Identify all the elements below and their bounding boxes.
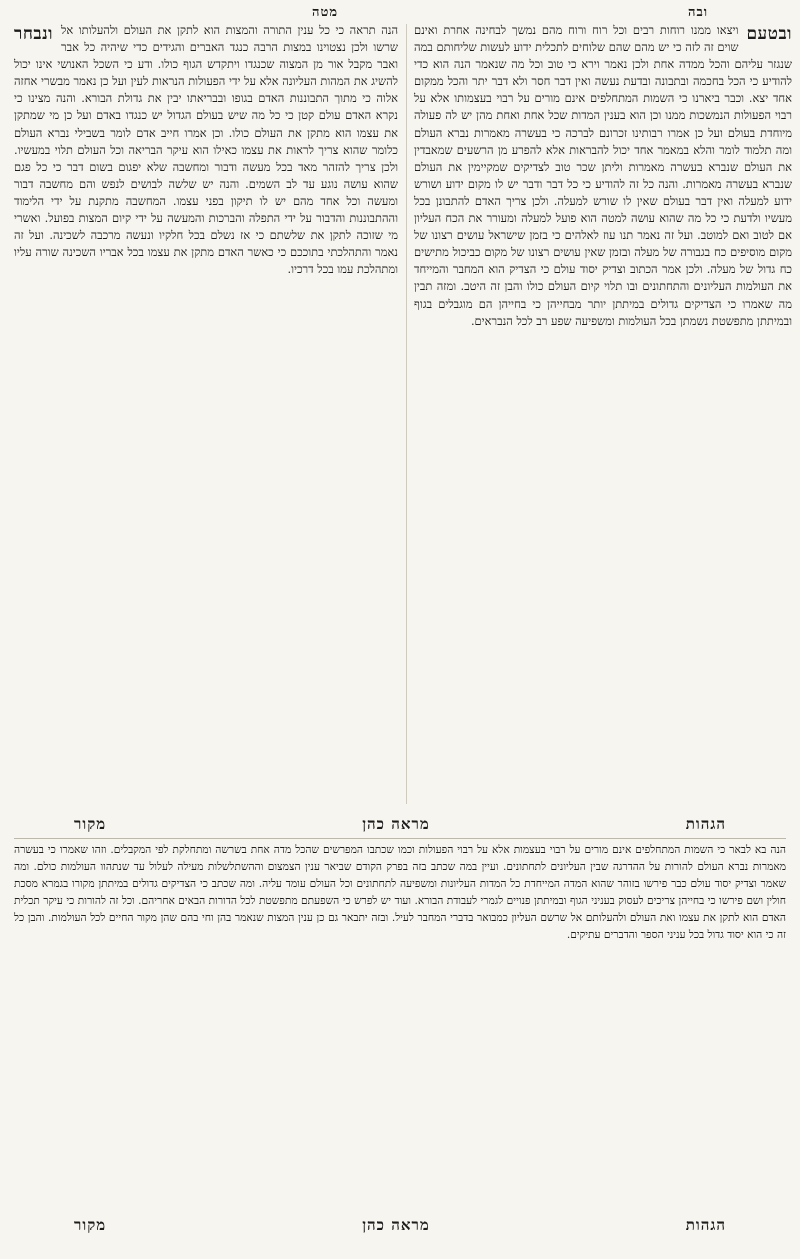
left-column-text: הנה תראה כי כל ענין התורה והמצות הוא לתקן את העולם ולהעלותו אל שרשו ולכן נצטוינו במצות הרבה כנגד האברים והגידים כדי שיהיה כל אבר ואבר מקבל אור מן המצוה שכנגדו ויתקדש הגוף כולו. ודע כי השכל האנושי אינו יכול להשיג את המהות העליונה אלא על ידי הפעולות הנראות לעין ועל כן נאמר מבשרי אחזה אלוה כי מתוך התבוננות האדם בגופו ובבריאתו יבין את גדולת הבורא. והנה מצינו כי נקרא האדם עולם קטן כי כל מה שיש בעולם הגדול יש כנגדו באדם ועל כן מי שמתקן את עצמו הוא מתקן את העולם כולו. וכן אמרו חייב אדם לומר בשבילי נברא העולם כלומר שהוא צריך לראות את עצמו כאילו הוא עיקר הבריאה וכל העולם תלוי במעשיו. ולכן צריך להזהר מאד בכל מעשה ודבור ומחשבה שלא יפגום בשום דבר כי כל פגם שהוא עושה נוגע עד לב השמים. והנה יש שלשה לבושים לנפש והם מחשבה דבור ומעשה וכל אחד מהם יש לו תיקון בפני עצמו. המחשבה מתקנת על ידי הלימוד וההתבוננות והדבור על ידי התפלה והברכות והמעשה על ידי קיום המצות בפועל. ואשרי מי שזוכה לתקן את שלשתם כי אז נשלם בכל חלקיו ונעשה מרכבה לשכינה. ועל זה נאמר והתהלכתי בתוככם כי כאשר האדם מתקן את עצמו בכל אבריו השכינה שורה עליו ומתהלכת עמו בכל דרכיו. [14,23,398,277]
right-column-text: ויצאו ממנו רוחות רבים וכל רוח ורוח מהם נמשך לבחינה אחרת ואינם שוים זה לזה כי יש מהם שהם שלוחים לתכלית ידוע לעשות שליחותם במה שנגזר עליהם והכל ממדה אחת ולכן נאמר וירא כי טוב וכל מה שנאמר הנה הוא כדי להודיע כי הכל בחכמה ובתבונה ובדעת נעשה ואין דבר חסר ולא דבר יתר והכל ממקום אחד יצא. וכבר ביארנו כי השמות המתחלפים אינם מורים על רבוי בעצמותו אלא על רבוי הפעולות הנמשכות ממנו וכן הוא בענין המדות שכל אחת ואחת מהן יש לה פעולה מיוחדת בעולם ועל כן אמרו רבותינו זכרונם לברכה כי בעשרה מאמרות נברא העולם ומה תלמוד לומר והלא במאמר אחד יכול להבראות אלא להפרע מן הרשעים שמאבדין את העולם שנברא בעשרה מאמרות וליתן שכר טוב לצדיקים שמקיימין את העולם שנברא בעשרה מאמרות. והנה כל זה להודיע כי כל דבר ודבר יש לו מקום ידוע ושורש ידוע למעלה ואין דבר בעולם שאין לו שורש למעלה. ולכן צריך האדם להתבונן בכל מעשיו ולדעת כי כל מה שהוא עושה למטה הוא פועל למעלה ומעורר את הכח העליון אם לטוב ואם למוטב. ועל זה נאמר תנו עוז לאלהים כי בזמן שישראל עושים רצונו של מקום מוסיפים כח בגבורה של מעלה ובזמן שאין עושים רצונו של מקום כביכול מתישים כח גדול של מעלה. ולכן אמר הכתוב וצדיק יסוד עולם כי הצדיק הוא המחבר והמייחד את העולמות העליונים והתחתונים ובו תלוי קיום העולם כולו והבן זה היטב. ומזה תבין מה שאמרו כי הצדיקים גדולים במיתתן יותר מבחייהן כי בחייהן הם מוגבלים בגוף ובמיתתן מתפשטת נשמתן בכל העולמות ומשפיעה שפע רב לכל הנבראים. [414,23,792,328]
separator-label: מקור [74,814,107,833]
separator-label: הגהות [685,1215,726,1234]
side-word: ונבחר [14,24,53,44]
column-divider [406,24,407,804]
section-separator-bottom [14,1214,786,1236]
commentary-text: הנה בא לבאר כי השמות המתחלפים אינם מורים על רבוי בעצמות אלא על רבוי הפעולות וכמו שכתבו המפרשים שהכל מדה אחת בשרשה ומתחלקת לפי המקבלים. וזהו שאמרו כי בעשרה מאמרות נברא העולם להורות על ההדרגה שבין העליונים לתחתונים. ועיין במה שכתב בזה בפרק הקודם שביאר ענין הצמצום וההשתלשלות מעילה לעלול עד שנתהוו העולמות כולם. ומה שאמר וצדיק יסוד עולם כבר פירשו בזוהר שהוא המדה המייחדת כל המדות העליונות ומשפיעה לתחתונים וכל העולם עומד עליה. ומה שכתב כי הצדיקים גדולים במיתתן מקורו בגמרא מסכת חולין ושם פירשו כי בחייהן צריכים לעסוק בעניני הגוף ובמיתתן פנויים לגמרי לעבודת הבורא. ועוד יש לפרש כי השפעתם מתפשטת לכל הדורות הבאים אחריהם. וכל זה להורות כי עיקר תכלית האדם הוא לתקן את עצמו ואת העולם ולהעלותם אל שרשם העליון כמבואר בדברי המחבר לעיל. ובזה יתבאר גם כן ענין המצות שנאמר בהן וחי בהם שהן מקור החיים לכל העולמות. והבן כל זה כי הוא יסוד גדול בכל עניני הספר והדברים עתיקים. [14,844,786,941]
main-text-left-column [14,22,398,802]
separator-label: מקור [74,1215,107,1234]
separator-label: מראה כהן [362,1215,430,1234]
running-head-left: ובה [688,5,709,20]
side-word: ובטעם [746,24,792,44]
separator-label: הגהות [685,814,726,833]
section-separator-top [14,813,786,835]
commentary-block [14,842,786,1204]
main-text-right-column [414,22,792,804]
running-head-right: מטה [312,5,339,20]
separator-label: מראה כהן [362,814,430,833]
commentary-rule [14,838,786,839]
